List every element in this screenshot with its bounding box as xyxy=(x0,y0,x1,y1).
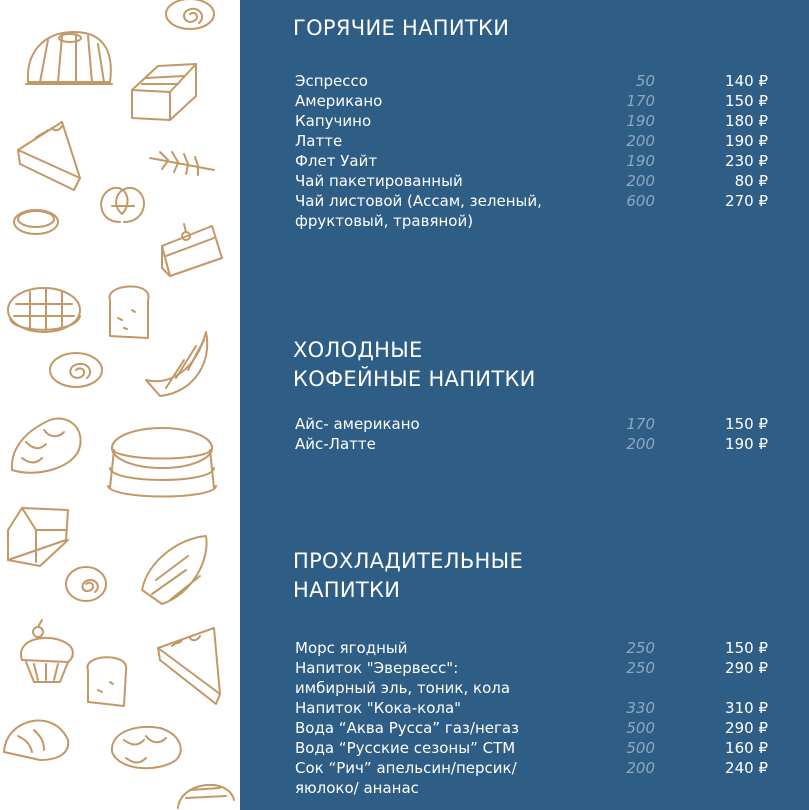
item-price: 290 ₽ xyxy=(725,659,768,677)
item-name: Сок “Рич” апельсин/персик/ xyxy=(295,759,517,777)
section-title-soft-drinks xyxy=(293,547,523,605)
item-price: 290 ₽ xyxy=(725,719,768,737)
item-volume: 190 xyxy=(626,112,655,130)
section-title-line: ХОЛОДНЫЕ xyxy=(293,338,423,362)
item-name-continued: яюлоко/ ананас xyxy=(295,779,419,797)
section-title-line: НАПИТКИ xyxy=(293,578,401,602)
item-name: Вода “Аква Русса” газ/негаз xyxy=(295,719,520,737)
bread-loaf-icon xyxy=(132,64,196,120)
item-volume: 200 xyxy=(626,132,655,150)
item-volume: 170 xyxy=(626,92,655,110)
toast-slice-icon xyxy=(109,286,148,338)
section-title-cold-coffee xyxy=(293,336,536,394)
item-volume: 50 xyxy=(635,72,655,90)
item-price: 160 ₽ xyxy=(725,739,768,757)
item-price: 150 ₽ xyxy=(725,92,768,110)
lattice-pie-icon xyxy=(8,288,80,332)
item-name: Вода “Русские сезоны” СТМ xyxy=(295,739,516,757)
item-price: 310 ₽ xyxy=(725,699,768,717)
item-volume: 500 xyxy=(626,719,655,737)
item-volume: 600 xyxy=(626,192,655,210)
pie-slice-icon xyxy=(158,628,220,704)
braided-bread-icon xyxy=(112,727,181,768)
section-title-line: ГОРЯЧИЕ НАПИТКИ xyxy=(293,16,510,40)
bread-loaf-icon xyxy=(8,508,68,566)
muffin-icon xyxy=(21,620,73,682)
pie-icon xyxy=(178,785,234,808)
item-name: Капучино xyxy=(295,112,372,130)
item-volume: 200 xyxy=(626,435,655,453)
item-name: Чай листовой (Ассам, зеленый, xyxy=(295,192,542,210)
item-price: 230 ₽ xyxy=(725,152,768,170)
bundt-cake-icon xyxy=(26,32,112,84)
pie-slice-icon xyxy=(18,122,80,190)
wheat-icon xyxy=(150,152,214,175)
item-name: Айс- американо xyxy=(295,415,420,433)
item-price: 150 ₽ xyxy=(725,415,768,433)
cake-slice-icon xyxy=(162,224,222,276)
section-title-line: КОФЕЙНЫЕ НАПИТКИ xyxy=(293,367,536,391)
item-price: 190 ₽ xyxy=(725,132,768,150)
item-volume: 330 xyxy=(626,699,655,717)
item-price: 150 ₽ xyxy=(725,639,768,657)
item-volume: 200 xyxy=(626,759,655,777)
item-price: 190 ₽ xyxy=(725,435,768,453)
item-name: Американо xyxy=(295,92,383,110)
item-volume: 250 xyxy=(626,639,655,657)
item-name-continued: фруктовый, травяной) xyxy=(295,212,474,230)
toast-slice-icon xyxy=(87,657,126,706)
item-name: Морс ягодный xyxy=(295,639,408,657)
item-price: 180 ₽ xyxy=(725,112,768,130)
croissant-icon xyxy=(146,332,207,396)
item-volume: 190 xyxy=(626,152,655,170)
item-name: Чай пакетированный xyxy=(295,172,463,190)
cinnamon-roll-icon xyxy=(66,567,106,601)
item-price: 240 ₽ xyxy=(725,759,768,777)
item-volume: 500 xyxy=(626,739,655,757)
item-name: Латте xyxy=(295,132,343,150)
cinnamon-roll-icon xyxy=(166,0,214,29)
item-volume: 200 xyxy=(626,172,655,190)
cinnamon-roll-icon xyxy=(50,353,102,387)
item-price: 270 ₽ xyxy=(725,192,768,210)
pretzel-icon xyxy=(101,188,144,222)
item-price: 140 ₽ xyxy=(725,72,768,90)
item-name: Напиток "Кока-кола" xyxy=(295,699,462,717)
section-title-line: ПРОХЛАДИТЕЛЬНЫЕ xyxy=(293,549,524,573)
braided-bread-icon xyxy=(12,418,81,472)
bakery-illustration-panel xyxy=(0,0,240,810)
menu-panel xyxy=(240,0,809,810)
pancake-stack-icon xyxy=(108,428,216,497)
item-volume: 170 xyxy=(626,415,655,433)
item-price: 80 ₽ xyxy=(734,172,768,190)
item-name-continued: имбирный эль, тоник, кола xyxy=(295,679,511,697)
item-name: Айс-Латте xyxy=(295,435,376,453)
cookie-icon xyxy=(14,210,58,234)
section-title-hot-drinks xyxy=(293,14,509,43)
item-name: Эспрессо xyxy=(295,72,368,90)
round-bread-icon xyxy=(4,721,68,760)
croissant-icon xyxy=(142,536,207,604)
item-volume: 250 xyxy=(626,659,655,677)
item-name: Флет Уайт xyxy=(295,152,378,170)
item-name: Напиток "Эвервесс": xyxy=(295,659,459,677)
